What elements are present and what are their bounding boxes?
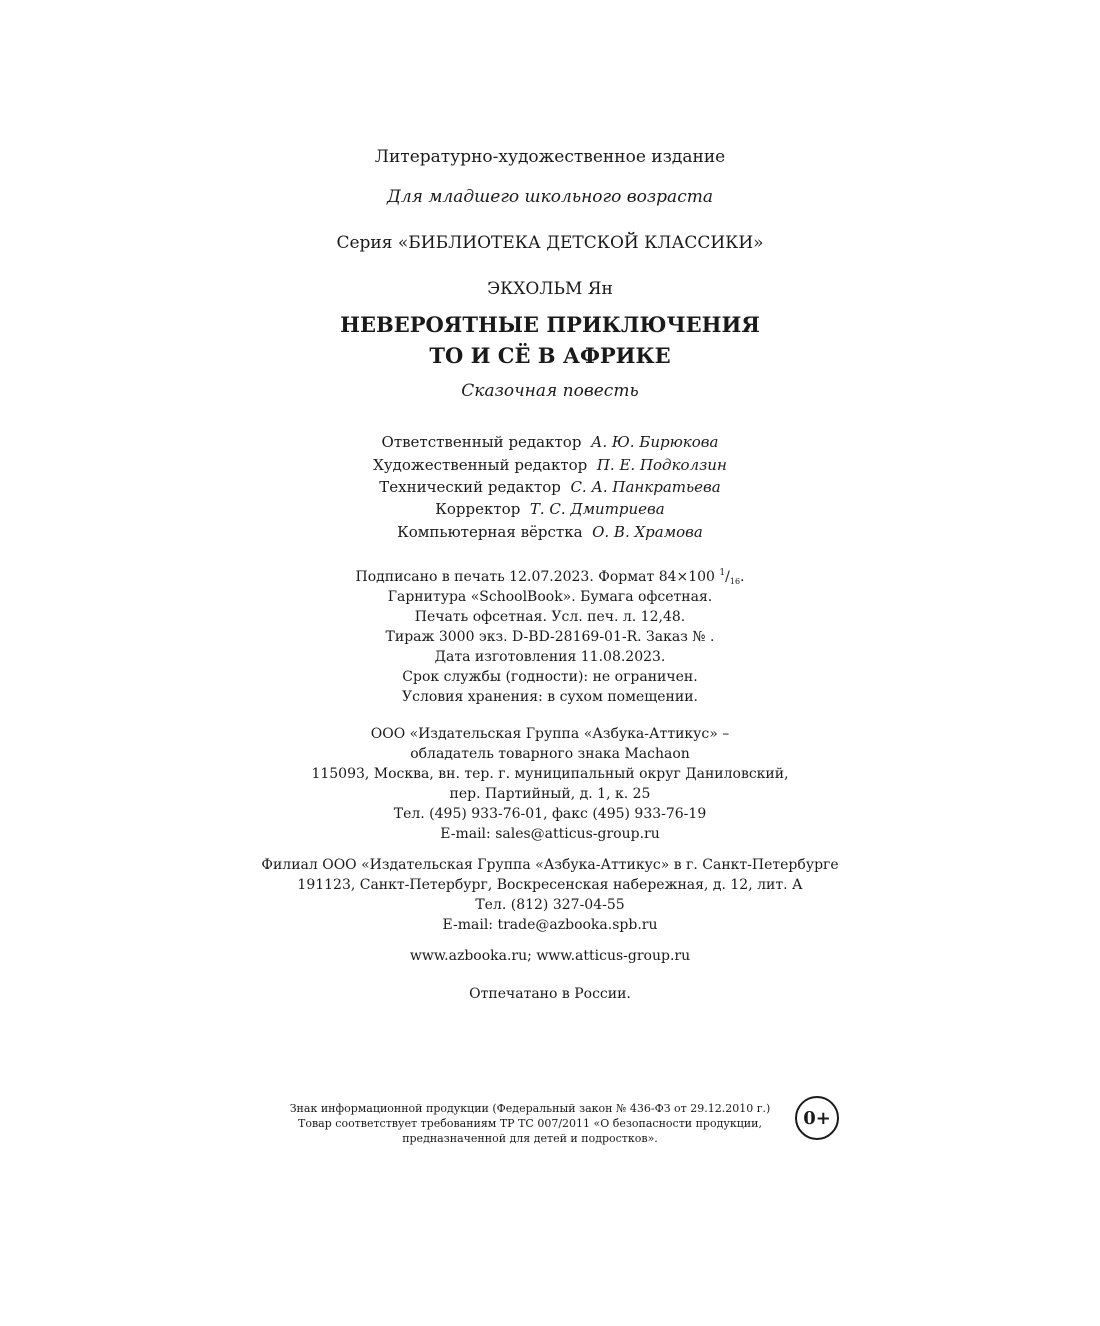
websites: www.azbooka.ru; www.atticus-group.ru — [409, 948, 691, 964]
edition-type: Литературно-художественное издание — [374, 147, 726, 167]
print-storage: Условия хранения: в сухом помещении. — [401, 689, 698, 705]
credit-role: Технический редактор — [379, 478, 561, 496]
credit-row — [0, 480, 1100, 495]
branch-address: 191123, Санкт-Петербург, Воскресенская набережная, д. 12, лит. А — [297, 877, 803, 893]
publisher-phone: Тел. (495) 933-76-01, факс (495) 933-76-19 — [393, 806, 707, 822]
publisher-address-1: 115093, Москва, вн. тер. г. муниципальный округ Даниловский, — [311, 766, 789, 782]
author: ЭКХОЛЬМ Ян — [487, 279, 613, 299]
print-method: Печать офсетная. Усл. печ. л. 12,48. — [414, 609, 686, 625]
print-run: Тираж 3000 экз. D-BD-28169-01-R. Заказ № . — [385, 629, 715, 645]
credit-name: А. Ю. Бирюкова — [590, 433, 719, 451]
credit-name: Т. С. Дмитриева — [529, 500, 665, 518]
publisher-email: E-mail: sales@atticus-group.ru — [440, 826, 660, 842]
credit-row — [0, 502, 1100, 517]
format-denominator: 16 — [729, 577, 741, 586]
publisher-trademark: обладатель товарного знака Machaon — [410, 746, 690, 762]
title-line-2: ТО И СЁ В АФРИКЕ — [429, 343, 671, 368]
publisher-address-2: пер. Партийный, д. 1, к. 25 — [449, 786, 651, 802]
series: Серия «БИБЛИОТЕКА ДЕТСКОЙ КЛАССИКИ» — [336, 233, 764, 253]
print-signed-text: Подписано в печать 12.07.2023. Формат 84×100 — [355, 569, 720, 585]
printed-in: Отпечатано в России. — [469, 986, 631, 1002]
credit-role: Корректор — [435, 500, 521, 518]
genre: Сказочная повесть — [461, 381, 639, 401]
title-line-1: НЕВЕРОЯТНЫЕ ПРИКЛЮЧЕНИЯ — [340, 312, 760, 337]
print-shelf-life: Срок службы (годности): не ограничен. — [402, 669, 698, 685]
print-typeface: Гарнитура «SchoolBook». Бумага офсетная. — [387, 589, 713, 605]
credit-row — [0, 525, 1100, 540]
audience: Для младшего школьного возраста — [387, 187, 713, 207]
credit-role: Компьютерная вёрстка — [397, 523, 583, 541]
credit-name: С. А. Панкратьева — [570, 478, 721, 496]
credit-row — [0, 435, 1100, 450]
branch-name: Филиал ООО «Издательская Группа «Азбука-Аттикус» в г. Санкт-Петербурге — [261, 857, 839, 873]
safety-notice: Товар соответствует требованиям ТР ТС 007/2011 «О безопасности продукции, — [298, 1117, 762, 1130]
credit-role: Ответственный редактор — [381, 433, 582, 451]
credit-row — [0, 458, 1100, 473]
publisher-name: ООО «Издательская Группа «Азбука-Аттикус» – — [370, 726, 730, 742]
age-rating-badge — [795, 1096, 839, 1140]
print-date: Дата изготовления 11.08.2023. — [434, 649, 666, 665]
credit-name: О. В. Храмова — [592, 523, 703, 541]
print-signed-line: Подписано в печать 12.07.2023. Формат 84×100 $^1/_{16}$. — [355, 568, 745, 586]
safety-notice-cont: предназначенной для детей и подростков». — [402, 1132, 658, 1145]
format-numerator: 1 — [719, 568, 726, 578]
branch-email: E-mail: trade@azbooka.spb.ru — [442, 917, 658, 933]
branch-phone: Тел. (812) 327-04-55 — [475, 897, 625, 913]
print-signed-end: . — [740, 569, 745, 585]
age-rating-label: 0+ — [803, 1107, 831, 1129]
credit-role: Художественный редактор — [373, 456, 588, 474]
info-product-notice: Знак информационной продукции (Федеральный закон № 436-ФЗ от 29.12.2010 г.) — [289, 1102, 771, 1115]
credit-name: П. Е. Подколзин — [596, 456, 727, 474]
